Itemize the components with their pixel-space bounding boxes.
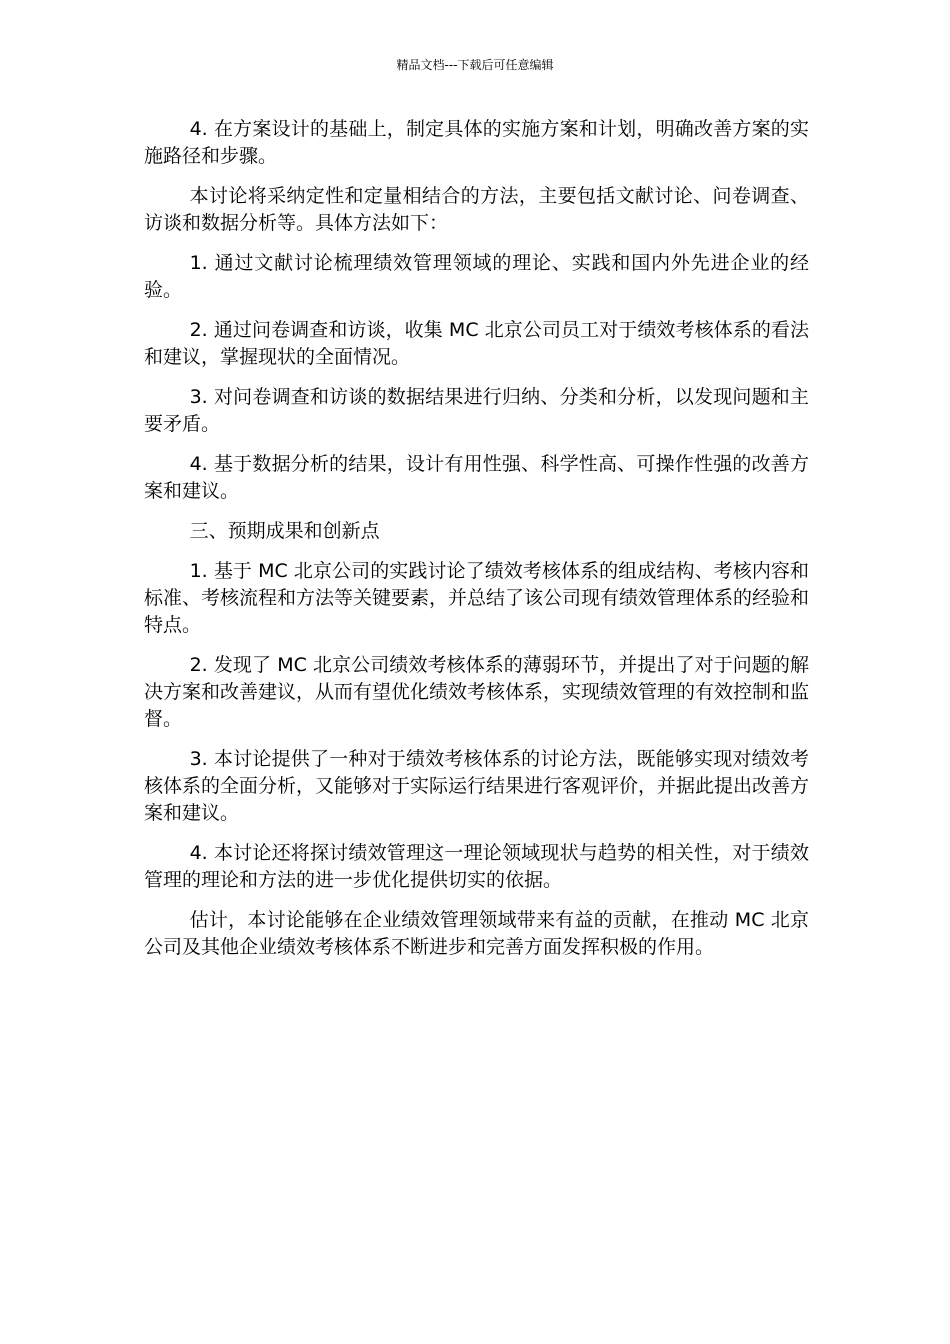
paragraph-method-3: 3. 对问卷调查和访谈的数据结果进行归纳、分类和分析，以发现问题和主要矛盾。 (144, 386, 809, 435)
paragraph-conclusion: 估计，本讨论能够在企业绩效管理领域带来有益的贡献，在推动 MC 北京公司及其他企业绩效考核体系不断进步和完善方面发挥积极的作用。 (144, 909, 809, 958)
paragraph-method-1: 1. 通过文献讨论梳理绩效管理领域的理论、实践和国内外先进企业的经验。 (144, 252, 809, 301)
paragraph-result-2: 2. 发现了 MC 北京公司绩效考核体系的薄弱环节，并提出了对于问题的解决方案和改善建议，从而有望优化绩效考核体系，实现绩效管理的有效控制和监督。 (144, 654, 810, 730)
paragraph-method-4: 4. 基于数据分析的结果，设计有用性强、科学性高、可操作性强的改善方案和建议。 (144, 453, 809, 502)
paragraph-method-2: 2. 通过问卷调查和访谈，收集 MC 北京公司员工对于绩效考核体系的看法和建议，掌握现状的全面情况。 (144, 319, 809, 368)
section-heading-expected-results: 三、预期成果和创新点 (189, 520, 380, 542)
paragraph-result-3: 3. 本讨论提供了一种对于绩效考核体系的讨论方法，既能够实现对绩效考核体系的全面分析，又能够对于实际运行结果进行客观评价，并据此提出改善方案和建议。 (144, 748, 810, 824)
paragraph-result-1: 1. 基于 MC 北京公司的实践讨论了绩效考核体系的组成结构、考核内容和标准、考核流程和方法等关键要素，并总结了该公司现有绩效管理体系的经验和特点。 (144, 560, 810, 636)
page-header: 精品文档---下载后可任意编辑 (396, 58, 554, 72)
paragraph-result-4: 4. 本讨论还将探讨绩效管理这一理论领域现状与趋势的相关性，对于绩效管理的理论和方法的进一步优化提供切实的依据。 (144, 842, 809, 891)
document-body (144, 116, 809, 974)
paragraph-methods-intro: 本讨论将采纳定性和定量相结合的方法，主要包括文献讨论、问卷调查、访谈和数据分析等。具体方法如下： (144, 185, 809, 234)
paragraph-step-4-implementation: 4. 在方案设计的基础上，制定具体的实施方案和计划，明确改善方案的实施路径和步骤。 (144, 118, 809, 167)
